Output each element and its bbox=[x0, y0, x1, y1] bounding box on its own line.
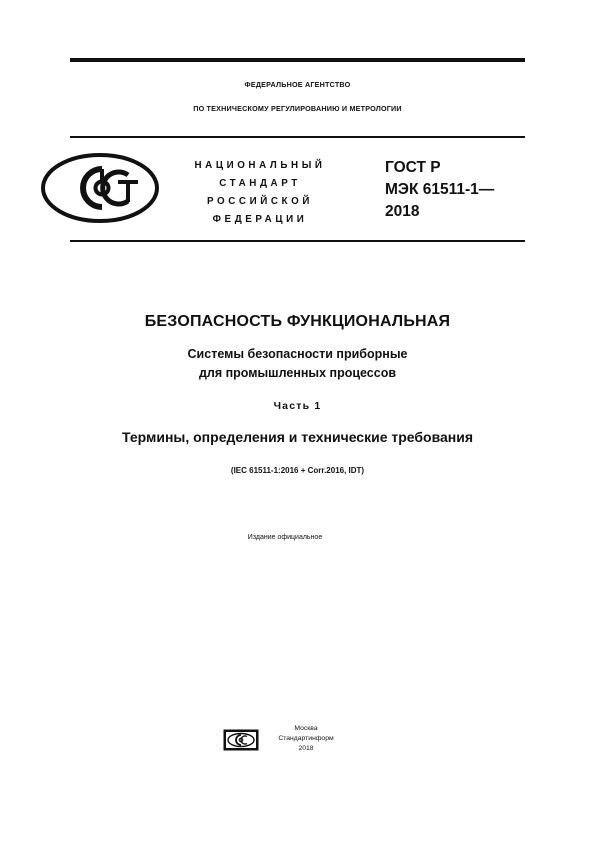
standard-type-line3: РОССИЙСКОЙ bbox=[207, 196, 313, 207]
part-title: Термины, определения и технические требования bbox=[121, 429, 474, 445]
main-title: БЕЗОПАСНОСТЬ ФУНКЦИОНАЛЬНАЯ bbox=[144, 313, 451, 330]
official-edition-note: Издание официальное bbox=[247, 534, 323, 541]
designation-line2: МЭК 61511-1— bbox=[385, 181, 495, 198]
publisher-year: 2018 bbox=[298, 745, 314, 752]
publisher-logo bbox=[223, 729, 259, 751]
part-number: Часть 1 bbox=[273, 400, 322, 412]
gost-r-logo bbox=[40, 152, 160, 224]
standard-type-line2: СТАНДАРТ bbox=[219, 178, 301, 189]
standard-type-line1: НАЦИОНАЛЬНЫЙ bbox=[194, 160, 326, 171]
standard-designation bbox=[385, 157, 535, 223]
agency-name-line1: ФЕДЕРАЛЬНОЕ АГЕНТСТВО bbox=[244, 80, 351, 89]
designation-line1: ГОСТ Р bbox=[385, 159, 441, 176]
publisher-block bbox=[264, 724, 348, 754]
header-divider bbox=[70, 136, 525, 138]
standard-type-block bbox=[168, 157, 352, 229]
subtitle-line1: Системы безопасности приборные bbox=[187, 347, 408, 361]
publisher-name: Стандартинформ bbox=[278, 735, 334, 742]
designation-line3: 2018 bbox=[385, 203, 420, 220]
subtitle-line2: для промышленных процессов bbox=[198, 366, 397, 380]
iec-reference: (IEC 61511-1:2016 + Corr.2016, IDT) bbox=[230, 466, 365, 475]
publisher-city: Москва bbox=[294, 725, 318, 732]
agency-name-line2: ПО ТЕХНИЧЕСКОМУ РЕГУЛИРОВАНИЮ И МЕТРОЛОГИИ bbox=[193, 104, 402, 113]
top-rule bbox=[70, 58, 525, 62]
header-bottom-rule bbox=[70, 240, 525, 242]
standard-type-line4: ФЕДЕРАЦИИ bbox=[212, 214, 308, 225]
